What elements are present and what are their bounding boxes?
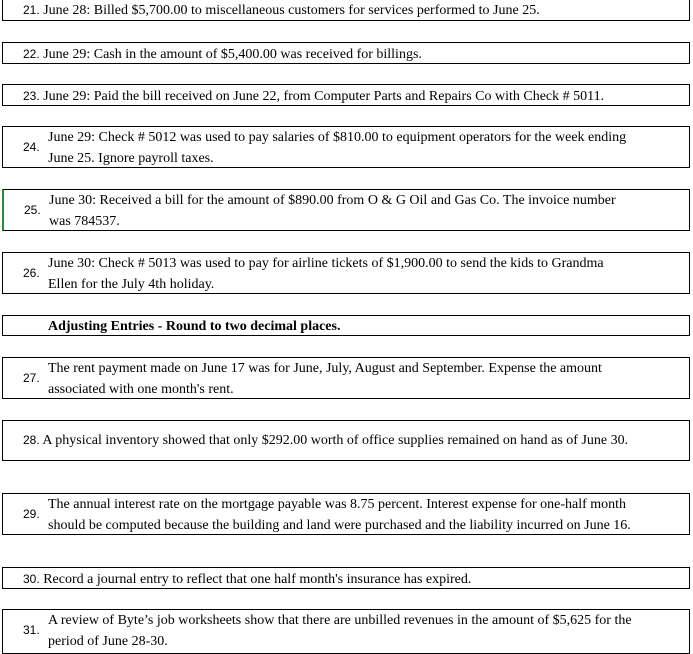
item-text-line-1: A review of Byte’s job worksheets show that there are unbilled revenues in the amount of $5,625 for the [48, 613, 632, 628]
list-item [2, 493, 690, 535]
item-text-line-1: The annual interest rate on the mortgage payable was 8.75 percent. Interest expense for one-half month [48, 497, 627, 512]
item-text-line-1: June 30: Check # 5013 was used to pay for airline tickets of $1,900.00 to send the kids to Grandma [48, 256, 604, 271]
list-item [2, 42, 690, 64]
item-text-line-2: should be computed because the building and land were purchased and the liability incurred on June 16. [48, 518, 631, 533]
list-item [2, 420, 690, 461]
item-text: A physical inventory showed that only $292.00 worth of office supplies remained on hand as of June 30. [42, 433, 629, 448]
item-number: 30. [23, 572, 40, 586]
item-number: 28. [23, 433, 40, 447]
item-number: 25. [24, 203, 41, 217]
item-text-line-1: The rent payment made on June 17 was for June, July, August and September. Expense the amount [48, 361, 602, 376]
list-item [2, 609, 690, 654]
item-text-line-2: Ellen for the July 4th holiday. [48, 277, 215, 292]
item-text: June 28: Billed $5,700.00 to miscellaneous customers for services performed to June 25. [43, 3, 540, 18]
item-text-line-1: June 29: Check # 5012 was used to pay salaries of $810.00 to equipment operators for the week ending [48, 130, 627, 145]
list-item [2, 252, 690, 294]
item-number: 22. [23, 47, 40, 61]
section-heading: Adjusting Entries - Round to two decimal places. [48, 319, 341, 334]
item-text-line-2: was 784537. [49, 214, 120, 229]
item-number: 21. [23, 3, 40, 17]
list-item [2, 0, 690, 21]
item-text-line-1: June 30: Received a bill for the amount of $890.00 from O & G Oil and Gas Co. The invoice number [49, 193, 616, 208]
item-text: June 29: Paid the bill received on June 22, from Computer Parts and Repairs Co with Check # 5011. [43, 89, 605, 104]
section-heading-row [2, 315, 690, 336]
item-text-line-2: associated with one month's rent. [48, 382, 234, 397]
list-item [2, 567, 690, 589]
item-text-line-2: June 25. Ignore payroll taxes. [48, 151, 214, 166]
item-text: Record a journal entry to reflect that one half month's insurance has expired. [43, 572, 472, 587]
list-item [2, 126, 690, 168]
list-item [2, 84, 690, 106]
item-number: 23. [23, 89, 40, 103]
item-number: 26. [23, 266, 40, 280]
list-item [2, 357, 690, 399]
item-number: 24. [23, 140, 40, 154]
item-number: 31. [23, 623, 40, 637]
item-number: 27. [23, 371, 40, 385]
item-text: June 29: Cash in the amount of $5,400.00 was received for billings. [43, 47, 422, 62]
item-text-line-2: period of June 28-30. [48, 634, 168, 649]
list-item [2, 189, 690, 231]
item-number: 29. [23, 507, 40, 521]
